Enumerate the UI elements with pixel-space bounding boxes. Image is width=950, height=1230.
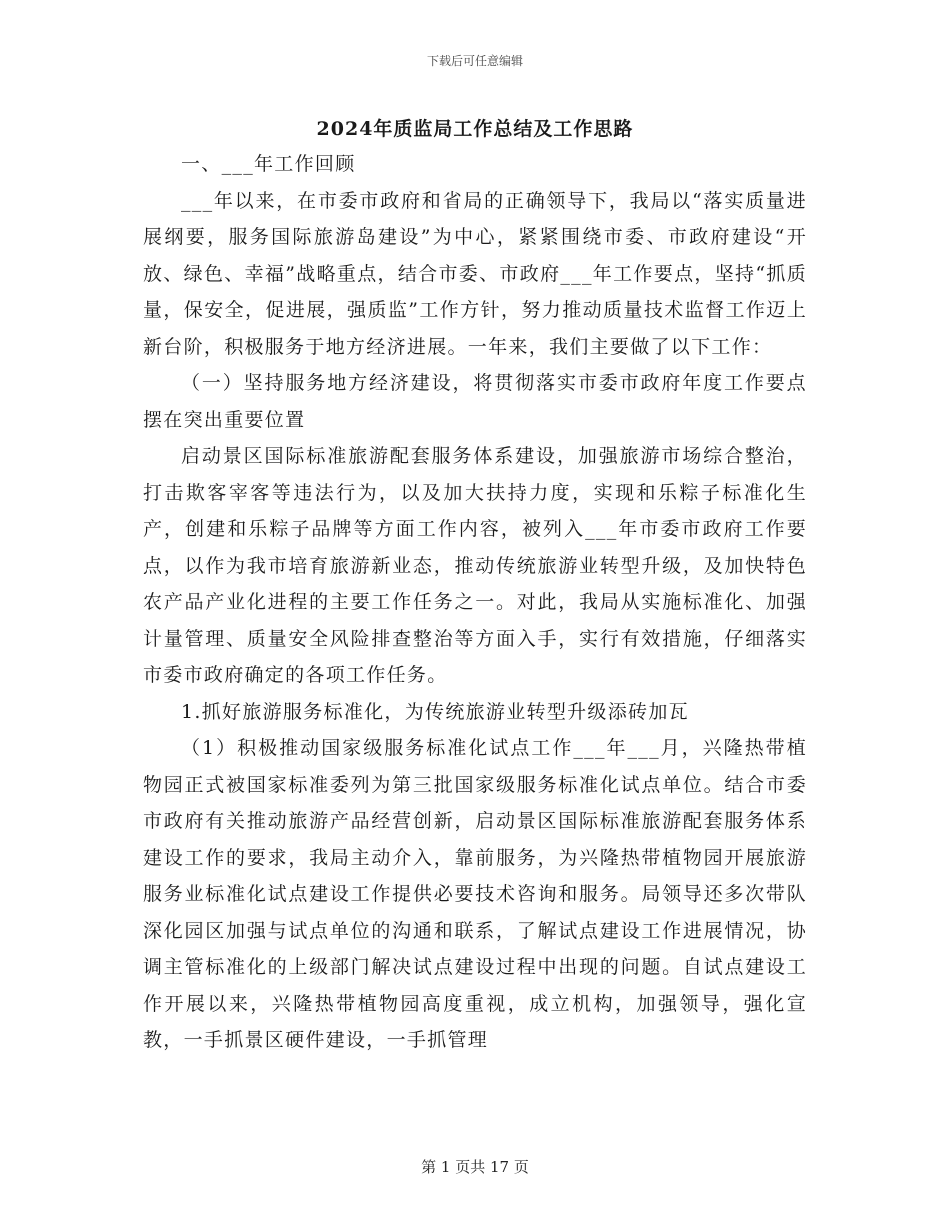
item-heading: 1.抓好旅游服务标准化，为传统旅游业转型升级添砖加瓦 bbox=[181, 700, 689, 723]
header-note: 下载后可任意编辑 bbox=[426, 54, 523, 68]
section-heading: 一、___年工作回顾 bbox=[181, 153, 356, 175]
paragraph: ___年以来，在市委市政府和省局的正确领导下，我局以“落实质量进展纲要，服务国际旅游岛建设”为中心，紧紧围绕市委、市政府建设“开放、绿色、幸福”战略重点，结合市委、市政府___年工作要点，坚持“抓质量，保安全，促进展，强质监”工作方针，努力推动质量技术监督工作迈上新台阶，积极服务于地方经济进展。一年来，我们主要做了以下工作： bbox=[143, 189, 807, 358]
subsection-heading: （一）坚持服务地方经济建设，将贯彻落实市委市政府年度工作要点摆在突出重要位置 bbox=[143, 372, 807, 431]
document-title: 2024年质监局工作总结及工作思路 bbox=[316, 118, 634, 140]
paragraph: （1）积极推动国家级服务标准化试点工作___年___月，兴隆热带植物园正式被国家标准委列为第三批国家级服务标准化试点单位。结合市委市政府有关推动旅游产品经营创新，启动景区国际标准旅游配套服务体系建设工作的要求，我局主动介入，靠前服务，为兴隆热带植物园开展旅游服务业标准化试点建设工作提供必要技术咨询和服务。局领导还多次带队深化园区加强与试点单位的沟通和联系，了解试点建设工作进展情况，协调主管标准化的上级部门解决试点建设过程中出现的问题。自试点建设工作开展以来，兴隆热带植物园高度重视，成立机构，加强领导，强化宣教，一手抓景区硬件建设，一手抓管理 bbox=[143, 737, 807, 1051]
paragraph: 启动景区国际标准旅游配套服务体系建设，加强旅游市场综合整治，打击欺客宰客等违法行为，以及加大扶持力度，实现和乐粽子标准化生产，创建和乐粽子品牌等方面工作内容，被列入___年市委市政府工作要点，以作为我市培育旅游新业态，推动传统旅游业转型升级，及加快特色农产品产业化进程的主要工作任务之一。对此，我局从实施标准化、加强计量管理、质量安全风险排查整治等方面入手，实行有效措施，仔细落实市委市政府确定的各项工作任务。 bbox=[143, 445, 807, 686]
document-body bbox=[143, 146, 807, 1059]
page-number: 第 1 页共 17 页 bbox=[421, 1158, 529, 1176]
